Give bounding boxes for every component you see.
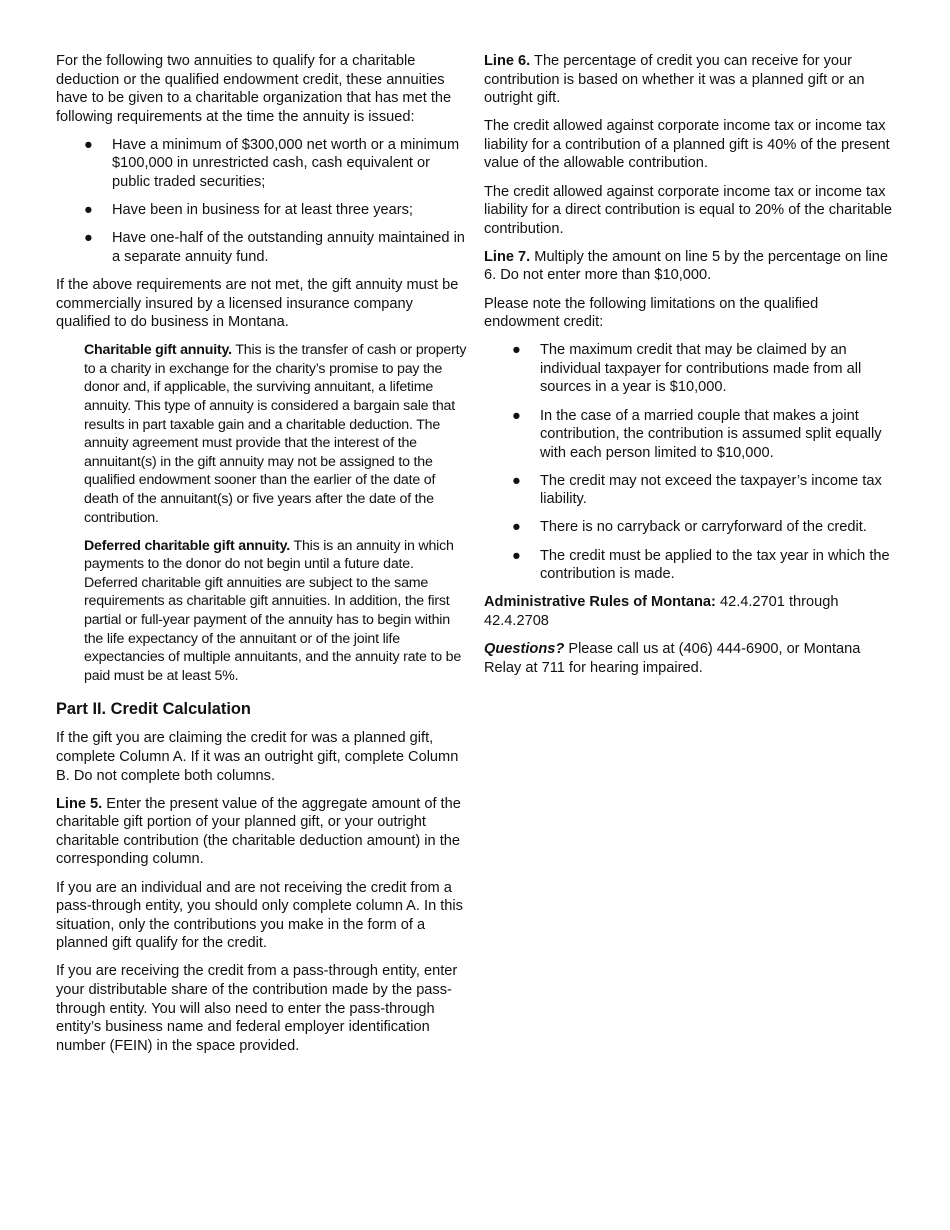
rules-label: Administrative Rules of Montana: [484,594,716,611]
list-item: ● Have been in business for at least three years; [84,202,413,219]
list-item: ● The credit must be applied to the tax year in which the contribution is made. [512,547,890,583]
list-item: ● The credit may not exceed the taxpayer’s income tax liability. [512,472,882,508]
requirements-list [56,136,468,267]
bullet-icon: ● [512,519,521,536]
list-item: ● There is no carryback or carryforward of the credit. [512,519,867,536]
questions-contact: Questions? Please call us at (406) 444-6900, or Montana Relay at 711 for hearing impaired. [484,640,861,676]
insured-note: If the above requirements are not met, the gift annuity must be commercially insured by a licensed insurance company qualified to do business in Montana. [56,276,459,331]
bullet-icon: ● [512,547,521,564]
part2-intro: If the gift you are claiming the credit for was a planned gift, complete Column A. If it was an outright gift, complete Column B. Do not complete both columns. [56,730,459,784]
line-label: Line 7. [484,248,531,265]
limitations-intro: Please note the following limitations on the qualified endowment credit: [484,295,819,331]
limitations-list [484,341,894,584]
term-label: Deferred charitable gift annuity. [84,537,290,554]
deferred-gift-annuity-definition: Deferred charitable gift annuity. This is an annuity in which payments to the donor do not begin until a future date. Deferred charitable gift annuities are subject to the same requirements as charitable gift annuities. In addition, the first partial or full-year payment of the annuity has to begin within the life expectancy of the annuitant or of the joint life expectancies of multiple annuitants, and the annuity rate to be paid must be at least 5%. [84,537,462,684]
charitable-gift-annuity-definition: Charitable gift annuity. This is the transfer of cash or property to a charity in exchange for the charity’s promise to pay the donor and, if applicable, the surviving annuitant, a lifetime annuity. This type of annuity is considered a bargain sale that results in part taxable gain and a charitable deduction. The annuity agreement must provide that the interest of the annuitant(s) in the gift annuity may not be assigned to the qualified endowment sooner than the earlier of the date of death of the annuitant(s) or five years after the date of the contribution. [84,342,467,526]
part2-heading: Part II. Credit Calculation [56,700,251,719]
right-column [484,52,894,687]
line-label: Line 5. [56,795,103,812]
direct-contribution-credit: The credit allowed against corporate income tax or income tax liability for a direct contribution is equal to 20% of the charitable contribution. [484,183,893,237]
line6-instruction: Line 6. The percentage of credit you can receive for your contribution is based on whether it was a planned gift or an outright gift. [484,53,865,107]
bullet-icon: ● [512,407,521,424]
line7-instruction: Line 7. Multiply the amount on line 5 by the percentage on line 6. Do not enter more than $10,000. [484,248,889,284]
bullet-icon: ● [84,230,93,247]
list-item: ● In the case of a married couple that makes a joint contribution, the contribution is assumed split equally with each person limited to $10,000. [512,407,882,461]
bullet-icon: ● [84,136,93,153]
bullet-icon: ● [512,342,521,359]
left-column [56,52,468,1065]
annuity-definitions [56,341,468,685]
individual-note: If you are an individual and are not receiving the credit from a pass-through entity, you should only complete column A. In this situation, only the contributions you make in the form of a planned gift qualify for the credit. [56,879,463,952]
term-label: Charitable gift annuity. [84,342,232,359]
bullet-icon: ● [512,472,521,489]
intro-paragraph: For the following two annuities to qualify for a charitable deduction or the qualified endowment credit, these annuities have to be given to a charitable organization that has met the following requirements at the time the annuity is issued: [56,53,452,125]
list-item: ● The maximum credit that may be claimed by an individual taxpayer for contributions made from all sources in a year is $10,000. [512,342,862,396]
line5-instruction: Line 5. Enter the present value of the aggregate amount of the charitable gift portion of your planned gift, or your outright charitable contribution (the charitable deduction amount) in the corresponding column. [56,795,461,868]
passthrough-note: If you are receiving the credit from a pass-through entity, enter your distributable share of the contribution made by the pass-through entity. You will also need to enter the pass-through entity’s business name and federal employer identification number (FEIN) in the space provided. [56,963,458,1054]
line-label: Line 6. [484,53,531,69]
list-item: ● Have one-half of the outstanding annuity maintained in a separate annuity fund. [84,230,465,265]
administrative-rules: Administrative Rules of Montana: 42.4.2701 through 42.4.2708 [484,594,839,629]
list-item: ● Have a minimum of $300,000 net worth or a minimum $100,000 in unrestricted cash, cash equivalent or public traded securities; [84,136,460,191]
planned-gift-credit: The credit allowed against corporate income tax or income tax liability for a contribution of a planned gift is 40% of the present value of the allowable contribution. [484,118,890,172]
bullet-icon: ● [84,202,93,219]
questions-label: Questions? [484,640,565,657]
